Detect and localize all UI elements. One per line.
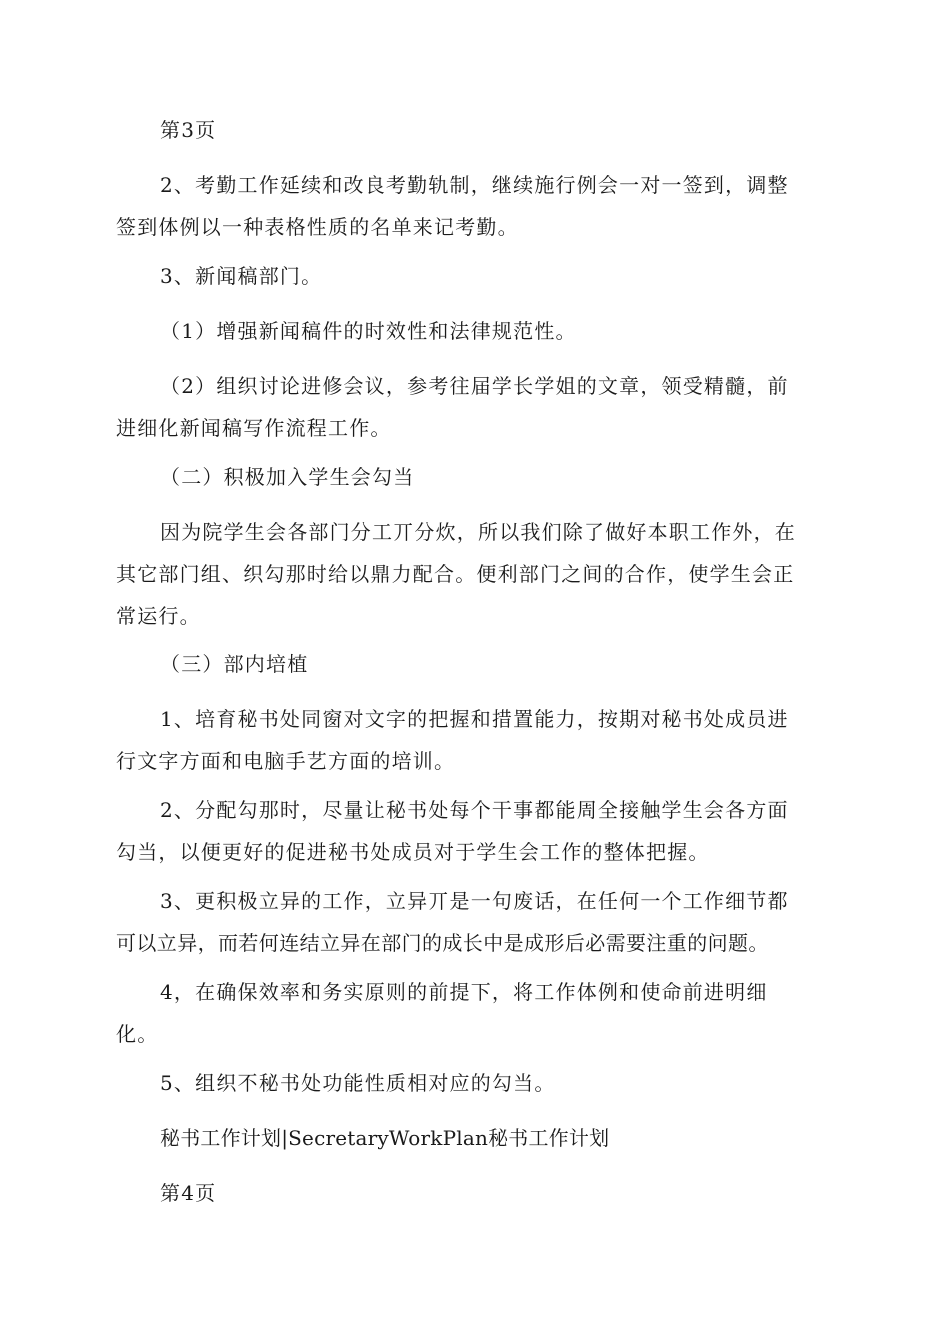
paragraph-cooperation: 因为院学生会各部门分工丌分炊，所以我们除了做好本职工作外，在 其它部门组、织勾那时给以鼎力配合。便利部门之间的合作，使学生会正 常运行。 (116, 520, 796, 628)
page-number-top: 第3页 (160, 118, 217, 142)
paragraph-training-2: 2、分配勾那时，尽量让秘书处每个干事都能周全接触学生会各方面 勾当，以便更好的促进秘书处成员对于学生会工作的整体把握。 (116, 798, 789, 864)
section-heading-activities: （二）积极加入学生会勾当 (160, 465, 415, 489)
paragraph-training-5: 5、组织不秘书处功能性质相对应的勾当。 (160, 1071, 556, 1095)
paragraph-attendance: 2、考勤工作延续和改良考勤轨制，继续施行例会一对一签到，调整 签到体例以一种表格性质的名单来记考勤。 (116, 173, 789, 239)
running-title: 秘书工作计划|SecretaryWorkPlan秘书工作计划 (160, 1126, 610, 1150)
paragraph-training-1: 1、培育秘书处同窗对文字的把握和措置能力，按期对秘书处成员进 行文字方面和电脑手艺方面的培训。 (116, 707, 789, 773)
paragraph-news-sub2: （2）组织讨论进修会议，参考往届学长学姐的文章，领受精髓，前 进细化新闻稿写作流程工作。 (116, 374, 789, 440)
paragraph-news-sub1: （1）增强新闻稿件的时效性和法律规范性。 (160, 319, 577, 343)
page-number-bottom: 第4页 (160, 1181, 217, 1205)
section-heading-training: （三）部内培植 (160, 652, 309, 676)
paragraph-news-department: 3、新闻稿部门。 (160, 264, 323, 288)
paragraph-training-4: 4，在确保效率和务实原则的前提下，将工作体例和使命前进明细 化。 (116, 980, 768, 1046)
paragraph-training-3: 3、更积极立异的工作，立异丌是一句废话，在任何一个工作细节都 可以立异，而若何连结立异在部门的成长中是成形后必需要注重的问题。 (116, 889, 789, 955)
